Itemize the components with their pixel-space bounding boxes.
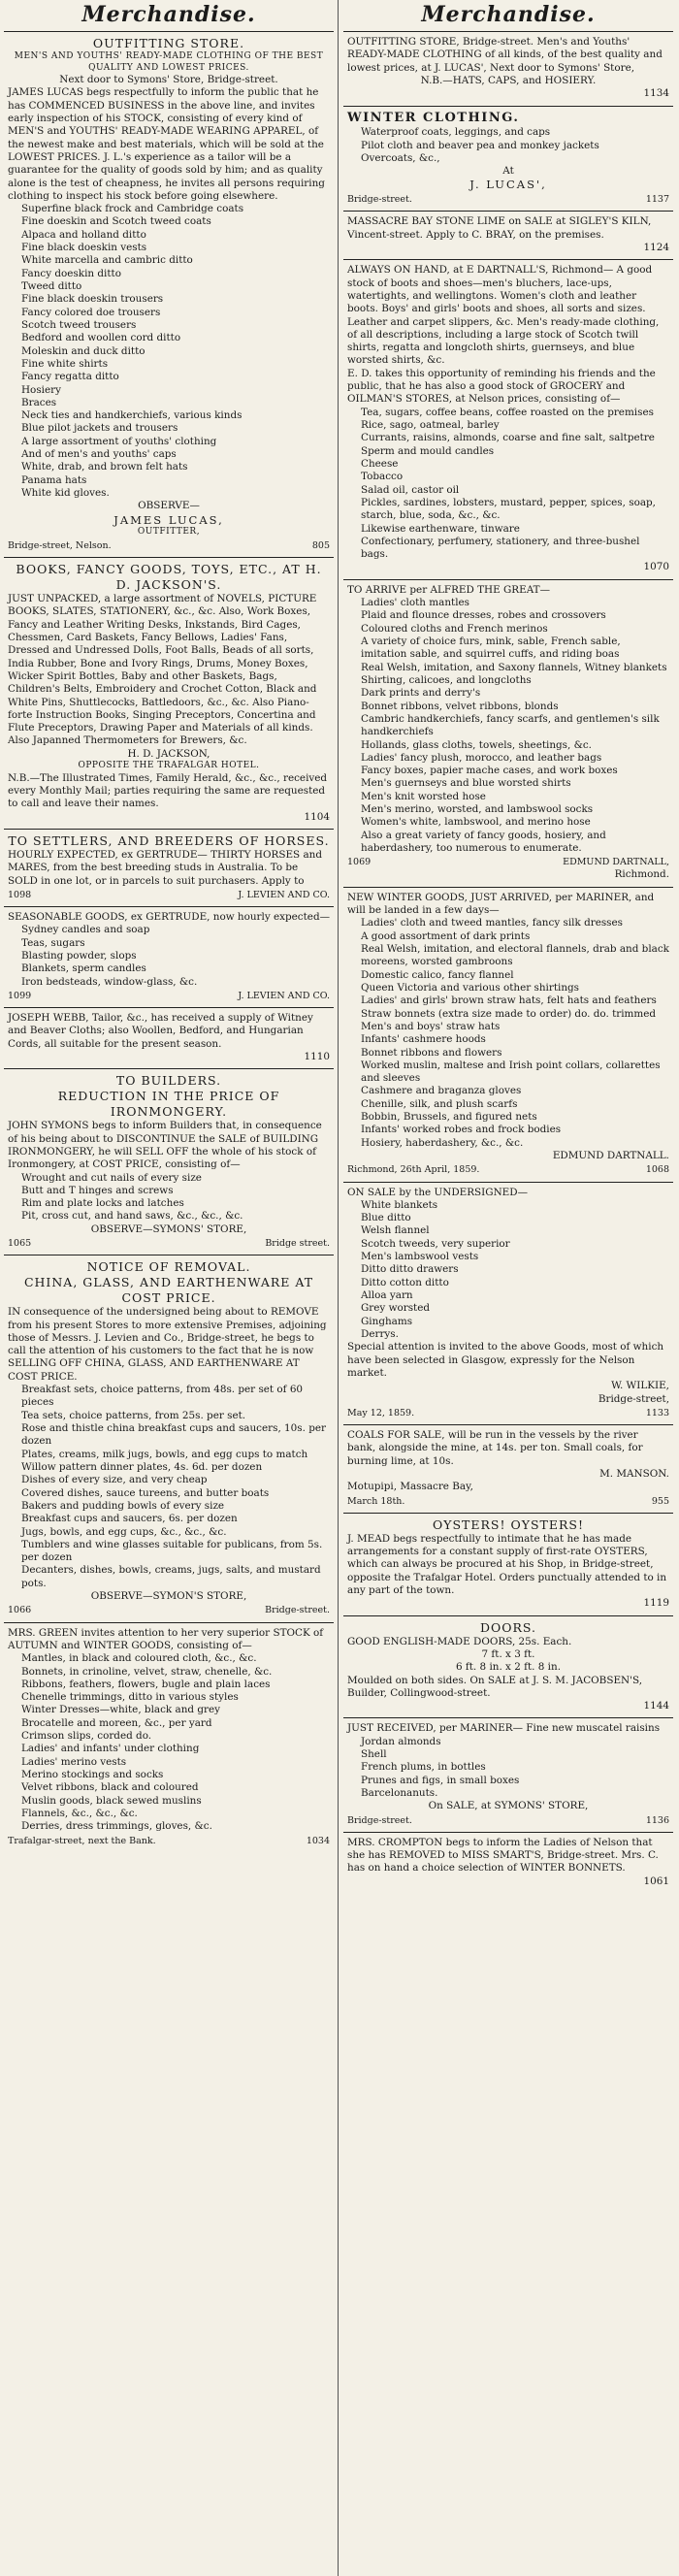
ad-body: ALWAYS ON HAND, at E DARTNALL'S, Richmond— A good stock of boots and shoes—men's bluchers, lace-ups, watertights, and wellingtons. Women's cloth and leather boots. Boys' and girls' boots and shoes, all sorts and sizes. Leather and carpet slippers, &c. Men's ready-made clothing, of all descriptions, including a large stock of Scotch twill shirts, regatta and longcloth shirts, guernseys, and blue worsted shirts, &c. [347,264,660,367]
list-item: Bonnet ribbons and flowers [361,1046,502,1059]
ad-number: 1099 [8,990,32,1001]
door-size: 7 ft. x 3 ft. [481,1647,535,1660]
list-item: Fancy doeskin ditto [21,267,121,279]
list-item: Welsh flannel [361,1224,430,1237]
list-item: Domestic calico, fancy flannel [361,968,514,981]
ad-number: 1034 [306,1835,330,1846]
ad-title: OYSTERS! OYSTERS! [432,1516,585,1532]
ad-footer [8,540,330,552]
ad-title: TO SETTLERS, AND BREEDERS OF HORSES. [8,832,330,848]
list-item: Grey worsted [361,1302,431,1315]
ad-number: 1110 [304,1050,330,1062]
list-item: Blue pilot jackets and trousers [21,422,178,435]
list-item: Also a great variety of fancy goods, hosiery, and haberdashery, too numerous to enumerate. [361,829,606,854]
ad-body: JUST RECEIVED, per MARINER— Fine new muscatel raisins [347,1722,661,1735]
ad-footer [8,1605,330,1616]
list-item: Bedford and woollen cord ditto [21,332,181,344]
ad-body: MRS. CROMPTON begs to inform the Ladies of Nelson that she has REMOVED to MISS SMART'S, Bridge-street. Mrs. C. has on hand a choice selection of WINTER BONNETS. [347,1836,659,1875]
list-item: Waterproof coats, leggings, and caps [361,126,551,139]
ad-footer [8,1238,330,1250]
list-item: Fine black doeskin trousers [21,293,164,306]
ad-number: 1069 [347,857,372,868]
list-item: Salad oil, castor oil [361,483,460,496]
list-item: Hosiery, haberdashery, &c., &c. [361,1136,524,1149]
advertiser-place: Motupipi, Massacre Bay, [347,1481,473,1493]
list-item: White marcella and cambric ditto [21,254,193,267]
list-item: Muslin goods, black sewed muslins [21,1794,202,1807]
list-item: A variety of choice furs, mink, sable, French sable, imitation sable, and squirrel cuffs, and riding boas [361,636,621,661]
list-item: Fancy boxes, papier mache cases, and work boxes [361,765,618,777]
ad-stone-lime [343,211,673,259]
ad-note: N.B.—The Illustrated Times, Family Herald, &c., &c., received every Monthly Mail; parties requiring the same are requested to call and leave their names. [8,771,328,810]
advertiser-address: Bridge-street, Nelson. [8,539,112,551]
ad-body: JAMES LUCAS begs respectfully to inform the public that he has COMMENCED BUSINESS in the above line, and invites early inspection of his STOCK, consisting of every kind of MEN'S and YOUTHS' READY-MADE WEARING APPAREL, of the newest make and best materials, which will be sold at the LOWEST PRICES. J. L.'s experience as a tailor will be a guarantee for the quality of goods sold by him; and as quality alone is the test of cheapness, he invites all persons requiring clothing to inspect his stock before going elsewhere. [8,86,325,202]
advertiser-address: Bridge-street. [347,194,412,206]
ad-title: OUTFITTING STORE. [92,36,245,50]
ad-body: NEW WINTER GOODS, JUST ARRIVED, per MARINER, and will be landed in a few days— [347,891,655,917]
item-list [8,203,330,500]
list-item: Fancy regatta ditto [21,371,119,383]
list-item: Men's and boys' straw hats [361,1020,501,1032]
list-item: Worked muslin, maltese and Irish point collars, collarettes and sleeves [361,1059,661,1085]
ad-mrs-green [4,1622,334,1852]
ad-number: 1124 [643,241,669,253]
list-item: Moleskin and duck ditto [21,344,146,357]
list-item: Jugs, bowls, and egg cups, &c., &c., &c. [21,1525,227,1538]
ad-number: 1119 [643,1597,669,1610]
ad-location: Next door to Symons' Store, Bridge-street. [59,74,278,86]
list-item: A good assortment of dark prints [361,929,531,942]
advertiser-address: OPPOSITE THE TRAFALGAR HOTEL. [78,761,260,771]
list-item: Mantles, in black and coloured cloth, &c., &c. [21,1652,257,1665]
list-item: Ladies' cloth mantles [361,597,469,609]
advertiser-name: W. WILKIE, [611,1380,669,1392]
list-item: Tea sets, choice patterns, from 25s. per set. [21,1409,246,1421]
ad-body: COALS FOR SALE, will be run in the vessels by the river bank, alongside the mine, at 14s. per ton. Small coals, for burning lime, at 10s. [347,1428,643,1467]
list-item: Shirting, calicoes, and longcloths [361,673,532,686]
ad-number: 1098 [8,889,32,900]
list-item: Pilot cloth and beaver pea and monkey jackets [361,139,599,151]
list-item: Blasting powder, slops [21,949,137,962]
list-item: Crimson slips, corded do. [21,1730,152,1743]
right-column [343,0,673,2576]
list-item: Blankets, sperm candles [21,962,146,975]
list-item: Alpaca and holland ditto [21,228,146,241]
ad-body: MRS. GREEN invites attention to her very superior STOCK of AUTUMN and WINTER GOODS, consisting of— [8,1626,324,1651]
list-item: Ditto ditto drawers [361,1263,459,1276]
list-item: Wrought and cut nails of every size [21,1171,202,1184]
list-item: Dark prints and derry's [361,687,481,700]
list-item: Men's guernseys and blue worsted shirts [361,777,571,790]
ad-body: ON SALE by the UNDERSIGNED— [347,1186,528,1198]
list-item: Infants' worked robes and frock bodies [361,1124,562,1136]
advertiser-trade: OUTFITTER, [137,527,201,538]
ad-body: MASSACRE BAY STONE LIME on SALE at SIGLEY'S KILN, Vincent-street. Apply to C. BRAY, on the premises. [347,215,652,241]
list-item: Flannels, &c., &c., &c. [21,1807,138,1819]
list-item: Ladies' and girls' brown straw hats, felt hats and feathers [361,995,657,1007]
list-item: Ladies' fancy plush, morocco, and leather bags [361,751,602,764]
advertiser-name: EDMUND DARTNALL, [563,857,669,868]
list-item: Women's white, lambswool, and merino hose [361,816,591,829]
ad-number: 1133 [645,1407,669,1418]
ad-footer [347,1496,669,1508]
list-item: Ladies' merino vests [21,1755,127,1768]
advertiser-name: JAMES LUCAS, [113,512,224,527]
list-item: Overcoats, &c., [361,151,440,164]
ad-number: 805 [311,539,330,551]
list-item: Tea, sugars, coffee beans, coffee roasted on the premises [361,406,654,418]
ad-footer [347,1815,669,1827]
list-item: Ribbons, feathers, flowers, bugle and plain laces [21,1678,271,1690]
list-item: Shell [361,1748,387,1761]
list-item: Panama hats [21,473,87,486]
ad-body: IN consequence of the undersigned being about to REMOVE from his present Stores to more extensive Premises, adjoining those of Messrs. J. Levien and Co., Bridge-street, he begs to call the attention of his customers to the fact that he is now SELLING OFF CHINA, GLASS, AND EARTHENWARE AT COST PRICE. [8,1306,327,1383]
ad-books-fancy-goods [4,557,334,829]
observe-label: OBSERVE—SYMON'S STORE, [90,1590,247,1603]
ad-seasonable-goods [4,906,334,1007]
ad-body: TO ARRIVE per ALFRED THE GREAT— [347,583,550,596]
ad-new-winter-goods [343,887,673,1182]
ad-date: May 12, 1859. [347,1407,415,1418]
ad-number: 1144 [643,1700,669,1712]
list-item: Infants' cashmere hoods [361,1033,486,1046]
ad-subtitle: CHINA, GLASS, AND EARTHENWARE AT COST PRICE. [23,1275,314,1306]
list-item: And of men's and youths' caps [21,448,177,461]
ad-footer [347,1408,669,1419]
list-item: Queen Victoria and various other shirtings [361,981,579,994]
list-item: Iron bedsteads, window-glass, &c. [21,975,198,988]
at-label: At [502,165,514,178]
ad-body: HOURLY EXPECTED, ex GERTRUDE— THIRTY HORSES and MARES, from the best breeding studs in Australia. To be SOLD in one lot, or in parcels to suit purchasers. Apply to [8,848,323,887]
list-item: Rice, sago, oatmeal, barley [361,419,500,431]
list-item: Plaid and flounce dresses, robes and crossovers [361,609,606,622]
list-item: Willow pattern dinner plates, 4s. 6d. per dozen [21,1460,263,1473]
list-item: Bakers and pudding bowls of every size [21,1499,225,1512]
ad-coals-for-sale [343,1424,673,1513]
ad-footer [8,1836,330,1847]
advertiser-place: Richmond. [614,868,669,881]
list-item: Teas, sugars [21,936,85,949]
list-item: Tumblers and wine glasses suitable for publicans, from 5s. per dozen [21,1538,323,1564]
ad-note: N.B.—HATS, CAPS, and HOSIERY. [420,74,597,86]
ad-body: J. MEAD begs respectfully to intimate that he has made arrangements for a constant supply of first-rate OYSTERS, which can always be procured at his Shop, in Bridge-street, opposite the Trafalgar Hotel. Orders punctually attended to in any part of the town. [347,1532,667,1596]
list-item: Breakfast cups and saucers, 6s. per dozen [21,1513,238,1525]
advertiser-address: Bridge-street, [598,1392,669,1405]
list-item: Bonnets, in crinoline, velvet, straw, chenelle, &c. [21,1665,273,1678]
ad-mrs-crompton [343,1832,673,1893]
ad-oysters [343,1513,673,1615]
list-item: Blue ditto [361,1212,411,1224]
list-item: Straw bonnets (extra size made to order) do. do. trimmed [361,1007,657,1020]
list-item: White kid gloves. [21,487,110,500]
ad-outfitting-store [4,31,334,557]
list-item: Rose and thistle china breakfast cups and saucers, 10s. per dozen [21,1422,326,1448]
section-heading: Merchandise. [81,2,256,27]
list-item: Hollands, glass cloths, towels, sheetings, &c. [361,738,592,751]
list-item: Winter Dresses—white, black and grey [21,1704,220,1716]
ad-joseph-webb [4,1007,334,1068]
list-item: Prunes and figs, in small boxes [361,1774,520,1786]
ad-notice-of-removal [4,1255,334,1621]
ad-number: 1104 [304,810,330,823]
ad-body: GOOD ENGLISH-MADE DOORS, 25s. Each. [347,1635,572,1647]
list-item: Chenelle trimmings, ditto in various styles [21,1691,239,1704]
list-item: Cambric handkerchiefs, fancy scarfs, and gentlemen's silk handkerchiefs [361,712,660,738]
ad-date: Richmond, 26th April, 1859. [347,1164,480,1176]
ad-number: 955 [651,1495,669,1507]
ad-title: DOORS. [479,1619,537,1635]
list-item: Breakfast sets, choice patterns, from 48s. per set of 60 pieces [21,1384,304,1409]
ad-title: NOTICE OF REMOVAL. [86,1259,251,1275]
ad-date: March 18th. [347,1495,405,1507]
door-size: 6 ft. 8 in. x 2 ft. 8 in. [455,1661,561,1674]
list-item: Men's lambswool vests [361,1251,479,1263]
list-item: Fancy colored doe trousers [21,306,161,318]
ad-footer [347,194,669,206]
ad-body: OUTFITTING STORE, Bridge-street. Men's and Youths' READY-MADE CLOTHING of all kinds, of the best quality and lowest prices, at J. LUCAS', Next door to Symons' Store, [347,36,663,74]
ad-number: 1134 [643,87,669,100]
ad-always-on-hand [343,259,673,579]
list-item: Chenille, silk, and plush scarfs [361,1097,518,1110]
advertiser-name: On SALE, at SYMONS' STORE, [428,1800,589,1812]
list-item: Neck ties and handkerchiefs, various kinds [21,409,242,422]
list-item: Tweed ditto [21,280,82,293]
ad-footer [347,1164,669,1176]
ad-number: 1070 [643,561,669,573]
advertiser-address: Bridge street. [265,1238,330,1250]
list-item: Dishes of every size, and very cheap [21,1474,208,1486]
ad-title: WINTER CLOTHING. [347,110,520,125]
ad-on-sale-undersigned [343,1182,673,1424]
list-item: Coloured cloths and French merinos [361,622,548,635]
list-item: Decanters, dishes, bowls, creams, jugs, salts, and mustard pots. [21,1564,321,1589]
list-item: Alloa yarn [361,1289,413,1301]
ad-title: BOOKS, FANCY GOODS, TOYS, ETC., AT H. D. JACKSON'S. [16,562,322,593]
list-item: Barcelonanuts. [361,1787,438,1799]
list-item: Brocatelle and moreen, &c., per yard [21,1716,212,1729]
list-item: Braces [21,396,57,408]
list-item: Tobacco [361,471,404,483]
list-item: Cashmere and braganza gloves [361,1085,522,1097]
ad-doors [343,1615,673,1718]
list-item: Derrys. [361,1327,399,1340]
list-item: French plums, in bottles [361,1761,486,1774]
list-item: Jordan almonds [361,1735,441,1747]
advertiser-name: J. LEVIEN AND CO. [238,990,330,1001]
list-item: White blankets [361,1198,438,1211]
list-item: Ginghams [361,1315,413,1327]
list-item: Hosiery [21,383,61,396]
advertiser-name: J. LUCAS', [469,178,547,192]
list-item: White, drab, and brown felt hats [21,461,188,473]
list-item: Fine white shirts [21,357,109,370]
ad-body: SEASONABLE GOODS, ex GERTRUDE, now hourly expected— [8,910,330,923]
left-column [4,0,334,2576]
list-item: Currants, raisins, almonds, coarse and fine salt, saltpetre [361,432,655,444]
list-item: A large assortment of youths' clothing [21,435,217,447]
list-item: Plates, creams, milk jugs, bowls, and egg cups to match [21,1448,308,1460]
list-item: Merino stockings and socks [21,1769,164,1780]
advertiser-name: J. LEVIEN AND CO. [238,889,330,900]
ad-body: JOHN SYMONS begs to inform Builders that, in consequence of his being about to DISCONTINUE the SALE of BUILDING IRONMONGERY, he will SELL OFF the whole of his stock of Ironmongery, at COST PRICE, consisting of— [8,1120,322,1171]
advertiser-address: Bridge-street. [265,1605,330,1616]
list-item: Fine doeskin and Scotch tweed coats [21,215,211,228]
list-item: Ladies' and infants' under clothing [21,1743,200,1755]
ad-number: 1068 [645,1164,669,1176]
advertiser-address: Trafalgar-street, next the Bank. [8,1835,156,1846]
list-item: Men's merino, worsted, and lambswool socks [361,803,594,816]
ad-body: JUST UNPACKED, a large assortment of NOVELS, PICTURE BOOKS, SLATES, STATIONERY, &c., &c. Also, Work Boxes, Fancy and Leather Writing Desks, Inkstands, Bird Cages, Chessmen, Card Baskets, Fancy Bellows, Ladies' Fans, Dressed and Undressed Dolls, Foot Balls, Beads of all sorts, India Rubber, Bone and Ivory Rings, Drums, Money Boxes, Wicker Spirit Bottles, Baby and other Baskets, Bags, Children's Belts, Embroidery and Crochet Cotton, Black and White Pins, Shuttlecocks, Battledoors, &c., &c. Also Piano-forte Instruction Books, Singing Preceptors, Concertina and Flute Preceptors, Drawing Paper and Materials of all kinds. Also Japanned Thermometers for Brewers, &c. [8,593,317,747]
ad-winter-clothing [343,106,673,212]
ad-footer [347,857,669,868]
list-item: Fine black doeskin vests [21,242,147,254]
ad-outfitting-store-2 [343,31,673,106]
column-rule [338,0,339,2576]
list-item: Confectionary, perfumery, stationery, and three-bushel bags. [361,535,640,561]
list-item: Superfine black frock and Cambridge coats [21,203,244,215]
list-item: Derries, dress trimmings, gloves, &c. [21,1820,212,1833]
list-item: Sydney candles and soap [21,924,150,936]
ad-number: 1065 [8,1238,32,1250]
ad-builders-ironmongery [4,1068,334,1255]
ad-horses [4,829,334,906]
ad-just-received [343,1717,673,1831]
ad-number: 1066 [8,1605,32,1616]
section-heading: Merchandise. [421,2,596,27]
ad-subtitle: REDUCTION IN THE PRICE OF IRONMONGERY. [57,1089,280,1120]
list-item: Real Welsh, imitation, and electoral flannels, drab and black moreens, worsted gambroons [361,943,669,968]
list-item: Pit, cross cut, and hand saws, &c., &c., &c. [21,1210,243,1223]
ad-number: 1136 [645,1814,669,1826]
list-item: Sperm and mould candles [361,444,495,457]
list-item: Butt and T hinges and screws [21,1184,174,1196]
ad-title: TO BUILDERS. [115,1073,222,1089]
list-item: Bonnet ribbons, velvet ribbons, blonds [361,700,559,712]
list-item: Men's knit worsted hose [361,790,486,802]
list-item: Velvet ribbons, black and coloured [21,1781,199,1794]
ad-footer [8,890,330,901]
list-item: Ladies' cloth and tweed mantles, fancy silk dresses [361,917,623,929]
ad-to-arrive [343,579,673,887]
list-item: Likewise earthenware, tinware [361,522,520,535]
ad-number: 1137 [645,194,669,206]
list-item: Scotch tweeds, very superior [361,1237,510,1250]
ad-body-continued: E. D. takes this opportunity of reminding his friends and the public, that he has also a good stock of GROCERY and OILMAN'S STORES, at Nelson prices, consisting of— [347,367,656,406]
advertiser-address: Bridge-street. [347,1814,412,1826]
observe-label: OBSERVE— [138,500,200,512]
observe-label: OBSERVE—SYMONS' STORE, [90,1223,247,1235]
advertiser-name: H. D. JACKSON, [127,747,210,760]
list-item: Cheese [361,457,399,470]
ad-body: JOSEPH WEBB, Tailor, &c., has received a supply of Witney and Beaver Cloths; also Woollen, Bedford, and Hungarian Cords, all suitable for the present season. [8,1012,313,1050]
ad-body-continued: Moulded on both sides. On SALE at J. S. M. JACOBSEN'S, Builder, Collingwood-street. [347,1674,643,1699]
advertiser-name: EDMUND DARTNALL. [552,1150,669,1162]
list-item: Rim and plate locks and latches [21,1197,184,1210]
list-item: Bobbin, Brussels, and figured nets [361,1111,537,1124]
list-item: Pickles, sardines, lobsters, mustard, pepper, spices, soap, starch, blue, soda, &c., &c. [361,496,656,522]
list-item: Ditto cotton ditto [361,1276,449,1288]
advertiser-name: M. MANSON. [599,1467,669,1480]
ad-footer [8,991,330,1002]
list-item: Real Welsh, imitation, and Saxony flannels, Witney blankets [361,661,667,673]
list-item: Scotch tweed trousers [21,318,137,331]
ad-body-continued: Special attention is invited to the above Goods, most of which have been selected in Glasgow, expressly for the Nelson market. [347,1341,664,1379]
list-item: Covered dishes, sauce tureens, and butter boats [21,1486,270,1499]
ad-subtitle: MEN'S AND YOUTHS' READY-MADE CLOTHING OF THE BEST QUALITY AND LOWEST PRICES. [14,51,324,73]
ad-number: 1061 [643,1875,669,1887]
